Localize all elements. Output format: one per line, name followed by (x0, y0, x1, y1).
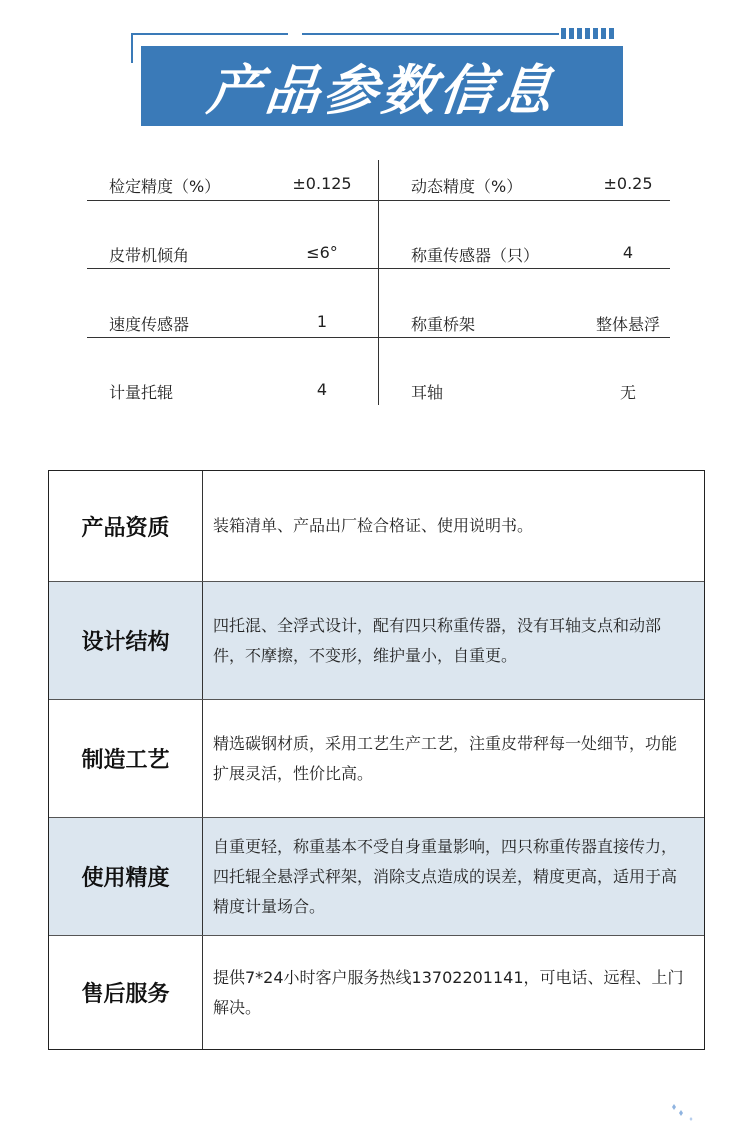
row-divider (87, 337, 670, 338)
param-label: 皮带机倾角 (109, 246, 190, 265)
param-value: 1 (316, 312, 328, 331)
row-heading: 制造工艺 (49, 700, 203, 817)
header-decor-line (302, 33, 559, 35)
table-row (49, 581, 704, 699)
param-value: ≤6° (306, 243, 338, 262)
row-content: 装箱清单、产品出厂检合格证、使用说明书。 (213, 516, 534, 535)
param-label: 检定精度（%） (109, 177, 221, 196)
table-row (49, 471, 704, 581)
row-heading: 使用精度 (49, 818, 203, 935)
row-divider (87, 200, 670, 201)
row-content: 精选碳钢材质，采用工艺生产工艺，注重皮带秤每一处细节，功能扩展灵活，性价比高。 (213, 733, 678, 783)
param-value: 整体悬浮 (595, 315, 660, 334)
page-title: 产品参数信息 (204, 58, 559, 122)
row-heading: 产品资质 (49, 471, 203, 581)
row-content: 四托混、全浮式设计，配有四只称重传器，没有耳轴支点和动部件，不摩擦，不变形，维护量小，自重更。 (213, 615, 662, 665)
header-decor-line (131, 33, 288, 35)
param-label: 称重传感器（只） (411, 246, 540, 265)
info-table (48, 470, 705, 1050)
param-value: 4 (316, 380, 328, 399)
row-divider (87, 268, 670, 269)
param-label: 动态精度（%） (411, 177, 523, 196)
row-content: 提供7*24小时客户服务热线13702201141，可电话、远程、上门解决。 (213, 967, 684, 1017)
column-divider (378, 160, 379, 405)
title-banner (141, 46, 623, 126)
sparkle-icon (667, 1102, 697, 1121)
param-value: ±0.125 (292, 174, 352, 193)
row-heading: 售后服务 (49, 936, 203, 1049)
param-value: 无 (619, 383, 636, 402)
header-decor-line (131, 33, 133, 63)
table-row (49, 699, 704, 817)
param-value: 4 (622, 243, 634, 262)
parameter-grid (87, 160, 670, 405)
table-row (49, 817, 704, 935)
param-value: ±0.25 (603, 174, 653, 193)
table-row (49, 935, 704, 1049)
param-label: 称重桥架 (411, 315, 476, 334)
param-label: 耳轴 (411, 383, 444, 402)
row-content: 自重更轻，称重基本不受自身重量影响，四只称重传器直接传力，四托辊全悬浮式秤架，消除支点造成的误差，精度更高，适用于高精度计量场合。 (213, 836, 678, 916)
param-label: 速度传感器 (109, 315, 190, 334)
header-decor-ticks (561, 28, 614, 39)
param-label: 计量托辊 (109, 383, 174, 402)
row-heading: 设计结构 (49, 582, 203, 699)
